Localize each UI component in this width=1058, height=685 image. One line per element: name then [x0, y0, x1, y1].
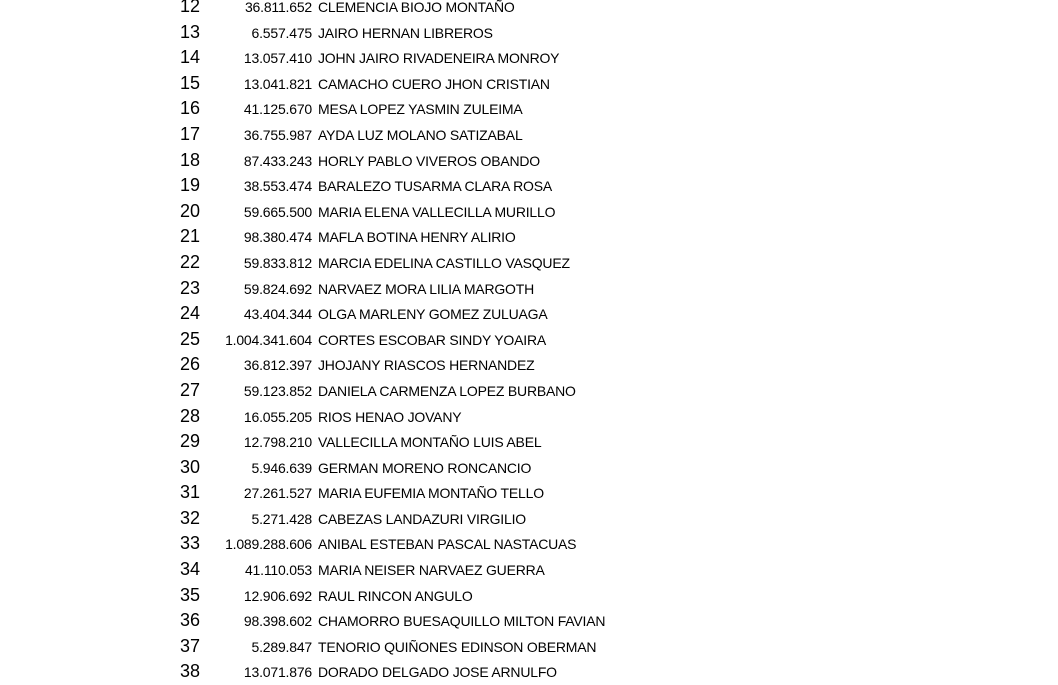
id-number: 43.404.344 — [243, 306, 312, 323]
id-number: 12.798.210 — [243, 434, 312, 451]
list-item — [0, 301, 1058, 327]
person-name: MARIA ELENA VALLECILLA MURILLO — [318, 203, 556, 220]
id-number: 27.261.527 — [243, 485, 312, 502]
list-item — [0, 45, 1058, 71]
person-name: CLEMENCIA BIOJO MONTAÑO — [318, 0, 515, 15]
person-name: OLGA MARLENY GOMEZ ZULUAGA — [318, 306, 548, 323]
id-number: 13.071.876 — [243, 664, 312, 681]
row-number: 32 — [179, 507, 200, 528]
row-number: 36 — [179, 610, 200, 631]
person-name: RIOS HENAO JOVANY — [318, 408, 462, 425]
person-name: ANIBAL ESTEBAN PASCAL NASTACUAS — [318, 536, 577, 553]
row-number: 31 — [179, 482, 200, 503]
list-item — [0, 506, 1058, 532]
list-item — [0, 148, 1058, 174]
id-number: 38.553.474 — [243, 178, 312, 195]
id-number: 16.055.205 — [243, 408, 312, 425]
row-number: 26 — [179, 354, 200, 375]
row-number: 25 — [179, 328, 200, 349]
id-number: 98.398.602 — [243, 613, 312, 630]
list-item — [0, 480, 1058, 506]
id-number: 59.824.692 — [243, 280, 312, 297]
id-number: 59.665.500 — [243, 203, 312, 220]
person-name: MARIA EUFEMIA MONTAÑO TELLO — [318, 485, 544, 502]
id-number: 1.089.288.606 — [225, 536, 312, 553]
row-number: 17 — [179, 123, 200, 144]
row-number: 19 — [179, 175, 200, 196]
row-number: 28 — [179, 405, 200, 426]
person-name: CABEZAS LANDAZURI VIRGILIO — [318, 510, 526, 527]
row-number: 20 — [179, 200, 200, 221]
list-item — [0, 199, 1058, 225]
list-item — [0, 583, 1058, 609]
list-item — [0, 557, 1058, 583]
row-number: 29 — [179, 431, 200, 452]
row-number: 18 — [179, 149, 200, 170]
list-item — [0, 378, 1058, 404]
list-item — [0, 122, 1058, 148]
list-item — [0, 224, 1058, 250]
id-number: 5.289.847 — [251, 638, 312, 655]
id-number: 36.812.397 — [243, 357, 312, 374]
id-number: 36.755.987 — [243, 126, 312, 143]
list-item — [0, 659, 1058, 685]
row-number: 23 — [179, 277, 200, 298]
list-item — [0, 250, 1058, 276]
id-number: 5.946.639 — [251, 459, 312, 476]
id-number: 59.833.812 — [243, 254, 312, 271]
person-name: TENORIO QUIÑONES EDINSON OBERMAN — [318, 638, 597, 655]
row-number: 35 — [179, 584, 200, 605]
id-number: 1.004.341.604 — [225, 331, 312, 348]
id-number: 41.110.053 — [244, 562, 312, 579]
list-item — [0, 0, 1058, 20]
row-number: 21 — [179, 226, 200, 247]
id-number: 59.123.852 — [243, 382, 312, 399]
list-item — [0, 531, 1058, 557]
list-item — [0, 352, 1058, 378]
person-name: MARCIA EDELINA CASTILLO VASQUEZ — [318, 254, 570, 271]
list-item — [0, 96, 1058, 122]
id-number: 5.271.428 — [251, 510, 312, 527]
list-item — [0, 634, 1058, 660]
person-name: NARVAEZ MORA LILIA MARGOTH — [318, 280, 534, 297]
id-number: 13.057.410 — [243, 50, 312, 67]
list-item — [0, 608, 1058, 634]
person-name: VALLECILLA MONTAÑO LUIS ABEL — [318, 434, 542, 451]
row-number: 12 — [179, 0, 200, 16]
row-number: 34 — [179, 559, 200, 580]
person-name: JAIRO HERNAN LIBREROS — [318, 24, 493, 41]
person-name: AYDA LUZ MOLANO SATIZABAL — [318, 126, 523, 143]
list-item — [0, 71, 1058, 97]
list-item — [0, 404, 1058, 430]
row-number: 14 — [179, 47, 200, 68]
person-name: CHAMORRO BUESAQUILLO MILTON FAVIAN — [318, 613, 606, 630]
row-number: 33 — [179, 533, 200, 554]
person-name: CAMACHO CUERO JHON CRISTIAN — [318, 75, 550, 92]
id-number: 87.433.243 — [243, 152, 312, 169]
list-item — [0, 276, 1058, 302]
person-name: RAUL RINCON ANGULO — [318, 587, 473, 604]
row-number: 38 — [179, 661, 200, 682]
row-number: 13 — [179, 21, 200, 42]
row-number: 37 — [179, 635, 200, 656]
person-name: MESA LOPEZ YASMIN ZULEIMA — [318, 101, 523, 118]
person-name: MARIA NEISER NARVAEZ GUERRA — [318, 562, 545, 579]
person-name: JHOJANY RIASCOS HERNANDEZ — [318, 357, 535, 374]
person-name: DANIELA CARMENZA LOPEZ BURBANO — [318, 382, 576, 399]
id-number: 12.906.692 — [243, 587, 312, 604]
person-name: GERMAN MORENO RONCANCIO — [318, 459, 532, 476]
id-number: 36.811.652 — [244, 0, 312, 15]
row-number: 24 — [179, 303, 200, 324]
row-number: 16 — [179, 98, 200, 119]
id-number: 13.041.821 — [243, 75, 312, 92]
id-number: 41.125.670 — [243, 101, 312, 118]
person-name: JOHN JAIRO RIVADENEIRA MONROY — [318, 50, 560, 67]
list-item — [0, 20, 1058, 46]
person-name: CORTES ESCOBAR SINDY YOAIRA — [318, 331, 546, 348]
list-item — [0, 455, 1058, 481]
row-number: 15 — [179, 72, 200, 93]
row-number: 22 — [179, 251, 200, 272]
list-item — [0, 327, 1058, 353]
row-number: 30 — [179, 456, 200, 477]
list-item — [0, 173, 1058, 199]
id-number: 6.557.475 — [251, 24, 312, 41]
person-name: BARALEZO TUSARMA CLARA ROSA — [318, 178, 552, 195]
person-name: DORADO DELGADO JOSE ARNULFO — [318, 664, 557, 681]
row-number: 27 — [179, 379, 200, 400]
list-item — [0, 429, 1058, 455]
person-name: MAFLA BOTINA HENRY ALIRIO — [318, 229, 516, 246]
id-number: 98.380.474 — [243, 229, 312, 246]
person-name: HORLY PABLO VIVEROS OBANDO — [318, 152, 540, 169]
